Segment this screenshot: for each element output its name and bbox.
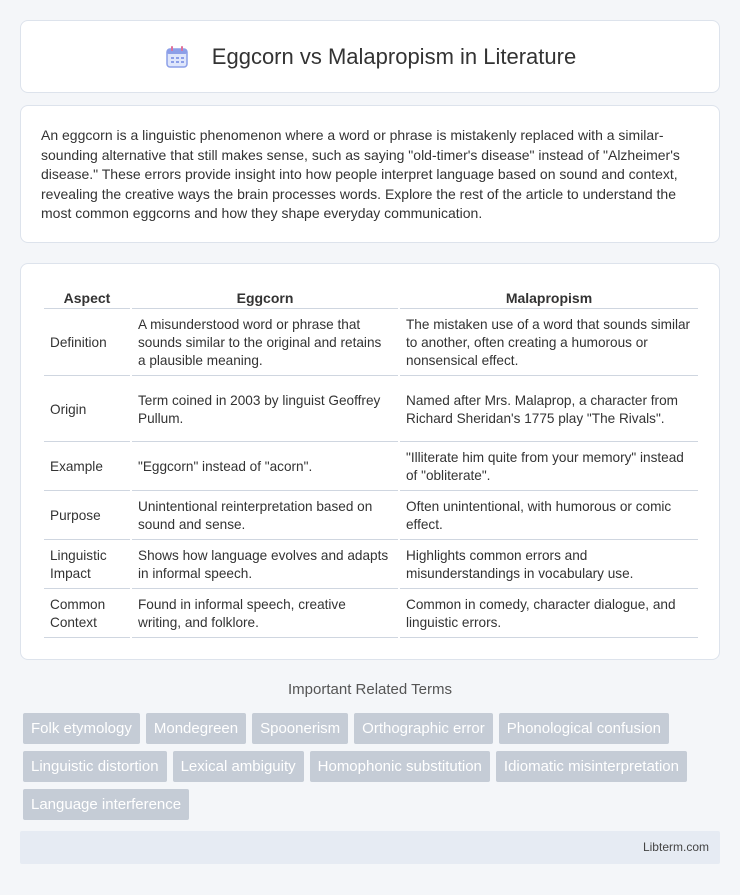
cell-malapropism: "Illiterate him quite from your memory" instead of "obliterate". (400, 444, 698, 491)
cell-eggcorn: Unintentional reinterpretation based on sound and sense. (132, 493, 398, 540)
comparison-table (42, 284, 700, 640)
related-term-tag[interactable]: Mondegreen (146, 713, 246, 744)
related-term-tag[interactable]: Language interference (23, 789, 189, 820)
related-term-tag[interactable]: Linguistic distortion (23, 751, 167, 782)
page-title: Eggcorn vs Malapropism in Literature (211, 43, 577, 69)
cell-aspect: Origin (44, 378, 130, 442)
table-row (44, 311, 698, 376)
related-terms-list (23, 713, 723, 820)
related-terms-title: Important Related Terms (288, 681, 452, 698)
cell-aspect: Purpose (44, 493, 130, 540)
cell-aspect: Common Context (44, 591, 130, 638)
cell-aspect: Definition (44, 311, 130, 376)
cell-malapropism: Highlights common errors and misunderstandings in vocabulary use. (400, 542, 698, 589)
related-term-tag[interactable]: Phonological confusion (499, 713, 669, 744)
cell-malapropism: Named after Mrs. Malaprop, a character from Richard Sheridan's 1775 play "The Rivals". (400, 378, 698, 442)
table-row (44, 444, 698, 491)
cell-eggcorn: Term coined in 2003 by linguist Geoffrey Pullum. (132, 378, 398, 442)
cell-eggcorn: "Eggcorn" instead of "acorn". (132, 444, 398, 491)
table-row (44, 493, 698, 540)
header-malapropism: Malapropism (400, 286, 698, 309)
related-term-tag[interactable]: Spoonerism (252, 713, 348, 744)
header-aspect: Aspect (44, 286, 130, 309)
related-term-tag[interactable]: Idiomatic misinterpretation (496, 751, 687, 782)
footer-site-link[interactable]: Libterm.com (642, 840, 709, 854)
cell-eggcorn: A misunderstood word or phrase that sounds similar to the original and retains a plausible meaning. (132, 311, 398, 376)
related-term-tag[interactable]: Orthographic error (354, 713, 493, 744)
cell-aspect: Linguistic Impact (44, 542, 130, 589)
title-card (20, 20, 720, 93)
cell-malapropism: Common in comedy, character dialogue, and linguistic errors. (400, 591, 698, 638)
footer (20, 831, 720, 864)
cell-eggcorn: Shows how language evolves and adapts in informal speech. (132, 542, 398, 589)
intro-text: An eggcorn is a linguistic phenomenon where a word or phrase is mistakenly replaced with a similar-sounding alternative that still makes sense, such as saying "old-timer's disease" instead of "Alzheimer's disease." These errors provide insight into how people interpret language based on sound and context, revealing the creative ways the brain processes words. Explore the rest of the article to understand the most common eggcorns and how they shape everyday communication. (41, 127, 680, 221)
cell-malapropism: Often unintentional, with humorous or comic effect. (400, 493, 698, 540)
cell-eggcorn: Found in informal speech, creative writing, and folklore. (132, 591, 398, 638)
table-row (44, 591, 698, 638)
header-eggcorn: Eggcorn (132, 286, 398, 309)
related-term-tag[interactable]: Folk etymology (23, 713, 140, 744)
table-row (44, 378, 698, 442)
comparison-card (20, 263, 720, 660)
cell-aspect: Example (44, 444, 130, 491)
cell-malapropism: The mistaken use of a word that sounds similar to another, often creating a humorous or nonsensical effect. (400, 311, 698, 376)
table-header-row (44, 286, 698, 309)
calendar-icon (164, 44, 190, 70)
related-term-tag[interactable]: Homophonic substitution (310, 751, 490, 782)
table-row (44, 542, 698, 589)
related-term-tag[interactable]: Lexical ambiguity (173, 751, 304, 782)
intro-card (20, 105, 720, 243)
